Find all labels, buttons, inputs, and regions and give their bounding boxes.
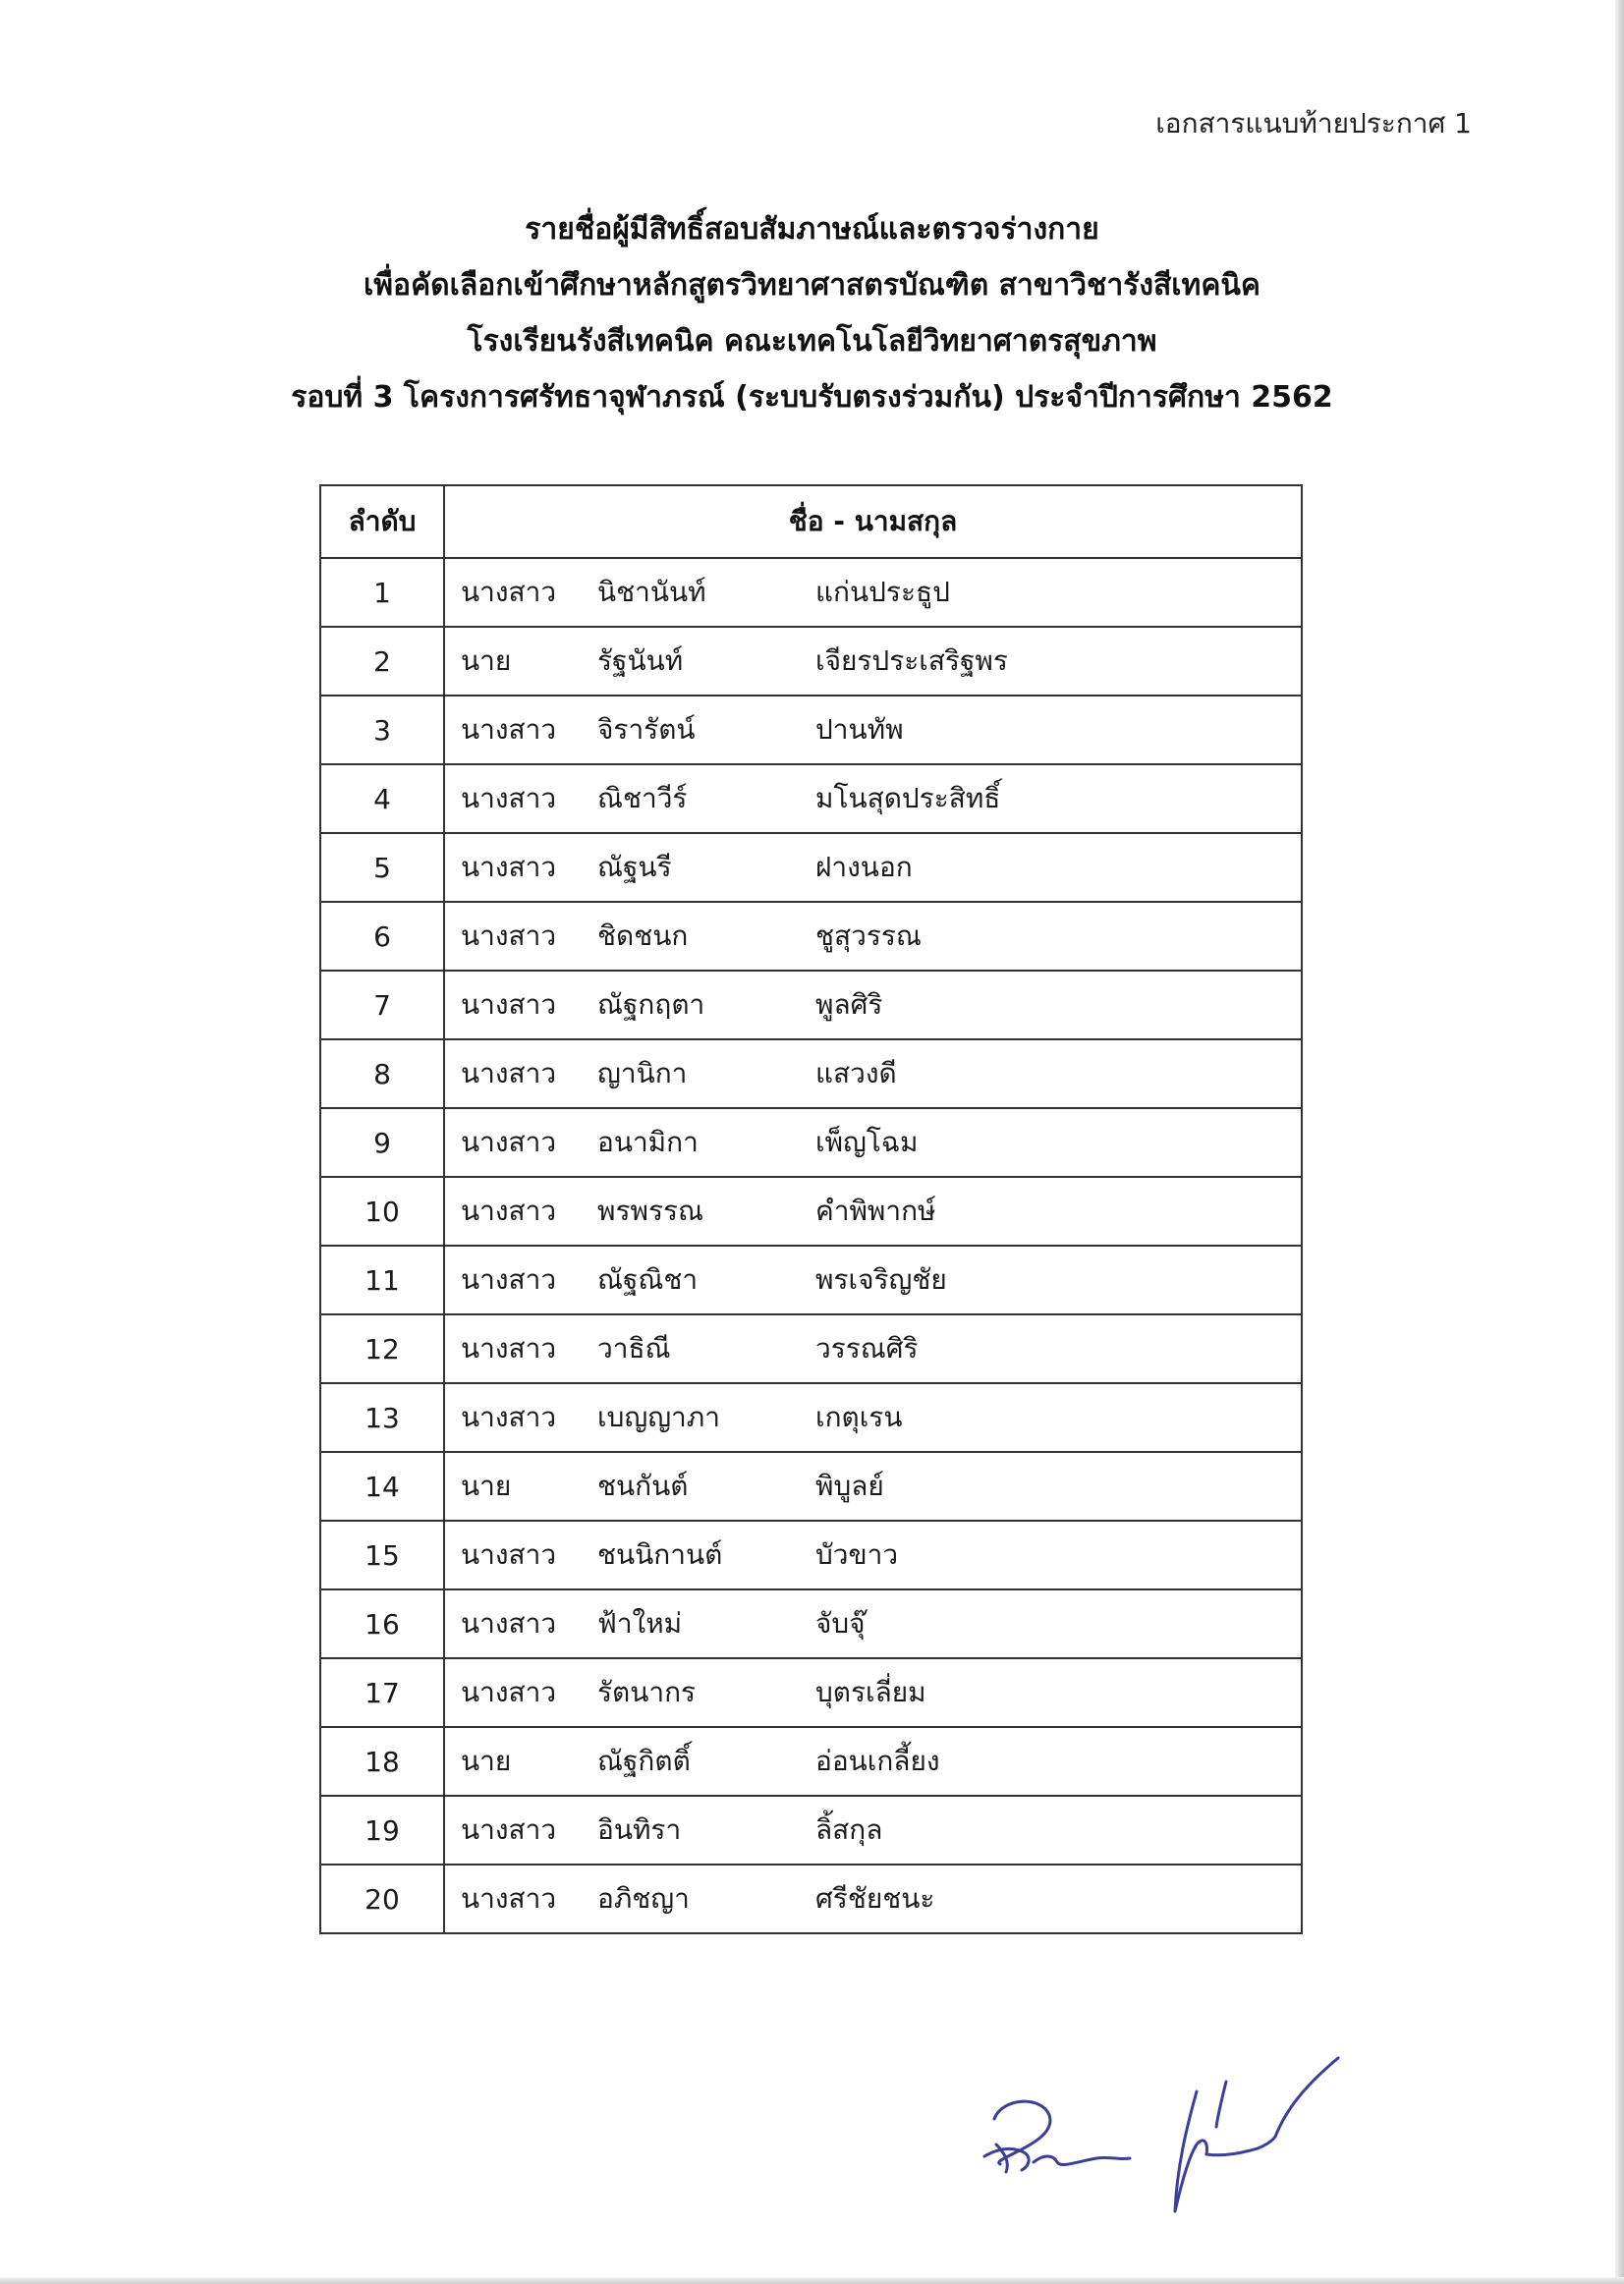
row-number: 12	[320, 1314, 444, 1383]
row-number: 9	[320, 1108, 444, 1177]
name-title: นาย	[461, 1470, 512, 1502]
last-name: เจียรประเสริฐพร	[815, 644, 1008, 677]
first-name: ณัฐนรี	[597, 851, 672, 883]
signature-stroke-9	[1216, 2082, 1226, 2127]
row-number: 19	[320, 1796, 444, 1865]
row-number: 18	[320, 1727, 444, 1796]
signature-stroke-8	[1275, 2058, 1338, 2137]
last-name: พูลศิริ	[815, 988, 883, 1021]
row-full-name	[444, 1177, 1302, 1246]
heading-line-3: โรงเรียนรังสีเทคนิค คณะเทคโนโลยีวิทยาศาตรสุขภาพ	[467, 324, 1157, 359]
last-name: พรเจริญชัย	[815, 1263, 947, 1296]
table-row	[320, 1727, 1302, 1796]
table-header-row	[320, 485, 1302, 558]
table-row	[320, 1383, 1302, 1452]
last-name: พิบูลย์	[815, 1470, 884, 1502]
row-full-name	[444, 1039, 1302, 1108]
row-number: 5	[320, 833, 444, 902]
row-full-name	[444, 833, 1302, 902]
row-number: 3	[320, 696, 444, 764]
row-full-name	[444, 1314, 1302, 1383]
row-number: 1	[320, 558, 444, 627]
first-name: อินทิรา	[597, 1813, 682, 1846]
row-number: 13	[320, 1383, 444, 1452]
last-name: ชูสุวรรณ	[815, 919, 922, 952]
table-row	[320, 627, 1302, 696]
first-name: นิชานันท์	[597, 576, 706, 608]
table-row	[320, 1177, 1302, 1246]
table-row	[320, 558, 1302, 627]
name-title: นางสาว	[461, 1126, 557, 1158]
row-number: 2	[320, 627, 444, 696]
name-title: นางสาว	[461, 1057, 557, 1089]
first-name: ญานิกา	[597, 1057, 688, 1089]
name-title: นางสาว	[461, 1676, 557, 1708]
last-name: ลิ้สกุล	[815, 1813, 883, 1846]
heading-line-1: รายชื่อผู้มีสิทธิ์สอบสัมภาษณ์และตรวจร่างกาย	[525, 212, 1099, 247]
last-name: วรรณศิริ	[815, 1332, 919, 1365]
heading-line-2: เพื่อคัดเลือกเข้าศึกษาหลักสูตรวิทยาศาสตรบัณฑิต สาขาวิชารังสีเทคนิค	[364, 268, 1260, 303]
name-title: นางสาว	[461, 1195, 557, 1227]
last-name: แสวงดี	[815, 1057, 897, 1089]
row-full-name	[444, 1521, 1302, 1589]
row-full-name	[444, 1108, 1302, 1177]
row-full-name	[444, 1589, 1302, 1658]
first-name: จิรารัตน์	[597, 713, 696, 746]
table-row	[320, 1521, 1302, 1589]
name-title: นางสาว	[461, 919, 557, 952]
header-name: ชื่อ - นามสกุล	[444, 485, 1302, 558]
name-title: นาย	[461, 1745, 512, 1777]
first-name: พรพรรณ	[597, 1195, 704, 1227]
row-full-name	[444, 902, 1302, 971]
table-row	[320, 1865, 1302, 1933]
row-full-name	[444, 627, 1302, 696]
row-full-name	[444, 1452, 1302, 1521]
name-title: นางสาว	[461, 1607, 557, 1640]
row-full-name	[444, 1727, 1302, 1796]
table-row	[320, 696, 1302, 764]
table-row	[320, 1796, 1302, 1865]
last-name: แก่นประธูป	[815, 576, 950, 608]
last-name: บุตรเลี่ยม	[815, 1676, 926, 1708]
table-row	[320, 1658, 1302, 1727]
name-title: นาย	[461, 644, 512, 677]
first-name: ชนนิกานต์	[597, 1538, 723, 1571]
last-name: ฝางนอก	[815, 851, 913, 883]
name-title: นางสาว	[461, 851, 557, 883]
first-name: เบญญาภา	[597, 1401, 720, 1433]
last-name: ศรีชัยชนะ	[815, 1882, 935, 1915]
last-name: เกตุเรน	[815, 1401, 903, 1433]
first-name: ณิชาวีร์	[597, 782, 688, 814]
last-name: จับจุ๊	[815, 1607, 866, 1640]
table-row	[320, 1452, 1302, 1521]
table-row	[320, 902, 1302, 971]
first-name: ชิดชนก	[597, 919, 689, 952]
document-heading	[0, 201, 1624, 425]
row-number: 6	[320, 902, 444, 971]
first-name: ฟ้าใหม่	[597, 1607, 683, 1640]
row-number: 15	[320, 1521, 444, 1589]
name-title: นางสาว	[461, 576, 557, 608]
table-body	[320, 558, 1302, 1933]
last-name: ปานทัพ	[815, 713, 904, 746]
signature-stroke-7	[1206, 2137, 1275, 2155]
row-full-name	[444, 1383, 1302, 1452]
heading-line-4: รอบที่ 3 โครงการศรัทธาจุฬาภรณ์ (ระบบรับตรงร่วมกัน) ประจำปีการศึกษา 2562	[291, 380, 1333, 415]
name-title: นางสาว	[461, 1813, 557, 1846]
first-name: ชนกันต์	[597, 1470, 689, 1502]
first-name: อภิชญา	[597, 1882, 690, 1915]
first-name: รัตนากร	[597, 1676, 697, 1708]
row-full-name	[444, 696, 1302, 764]
row-number: 16	[320, 1589, 444, 1658]
header-number: ลำดับ	[320, 485, 444, 558]
table-row	[320, 971, 1302, 1039]
first-name: อนามิกา	[597, 1126, 699, 1158]
first-name: วาธิณี	[597, 1332, 671, 1365]
first-name: ณัฐกฤตา	[597, 988, 705, 1021]
name-title: นางสาว	[461, 1882, 557, 1915]
table-row	[320, 764, 1302, 833]
row-full-name	[444, 971, 1302, 1039]
row-number: 11	[320, 1246, 444, 1314]
last-name: มโนสุดประสิทธิ์	[815, 782, 1001, 814]
row-full-name	[444, 558, 1302, 627]
signature-stroke-4	[1034, 2156, 1130, 2165]
candidate-table	[319, 484, 1303, 1934]
table-row	[320, 1039, 1302, 1108]
row-full-name	[444, 1796, 1302, 1865]
row-full-name	[444, 1865, 1302, 1933]
last-name: คำพิพากษ์	[815, 1195, 936, 1227]
table-row	[320, 1108, 1302, 1177]
last-name: เพ็ญโฉม	[815, 1126, 919, 1158]
first-name: รัฐนันท์	[597, 644, 684, 677]
table-row	[320, 1246, 1302, 1314]
row-number: 7	[320, 971, 444, 1039]
first-name: ณัฐกิตติ์	[597, 1745, 691, 1777]
row-full-name	[444, 1658, 1302, 1727]
signature-stroke-6	[1175, 2141, 1207, 2211]
scan-edge-bottom	[0, 2277, 1624, 2284]
row-full-name	[444, 1246, 1302, 1314]
name-title: นางสาว	[461, 1401, 557, 1433]
table-row	[320, 1589, 1302, 1658]
name-title: นางสาว	[461, 1332, 557, 1365]
table-row	[320, 833, 1302, 902]
first-name: ณัฐณิชา	[597, 1263, 699, 1296]
name-title: นางสาว	[461, 782, 557, 814]
name-title: นางสาว	[461, 1263, 557, 1296]
last-name: บัวขาว	[815, 1538, 899, 1571]
row-number: 20	[320, 1865, 444, 1933]
name-title: นางสาว	[461, 1538, 557, 1571]
table-row	[320, 1314, 1302, 1383]
row-number: 10	[320, 1177, 444, 1246]
document-label: เอกสารแนบท้ายประกาศ 1	[1155, 107, 1472, 139]
row-number: 8	[320, 1039, 444, 1108]
row-number: 14	[320, 1452, 444, 1521]
name-title: นางสาว	[461, 713, 557, 746]
row-number: 4	[320, 764, 444, 833]
last-name: อ่อนเกลี้ยง	[815, 1745, 940, 1777]
name-title: นางสาว	[461, 988, 557, 1021]
handwritten-signature	[973, 2038, 1366, 2235]
row-full-name	[444, 764, 1302, 833]
row-number: 17	[320, 1658, 444, 1727]
